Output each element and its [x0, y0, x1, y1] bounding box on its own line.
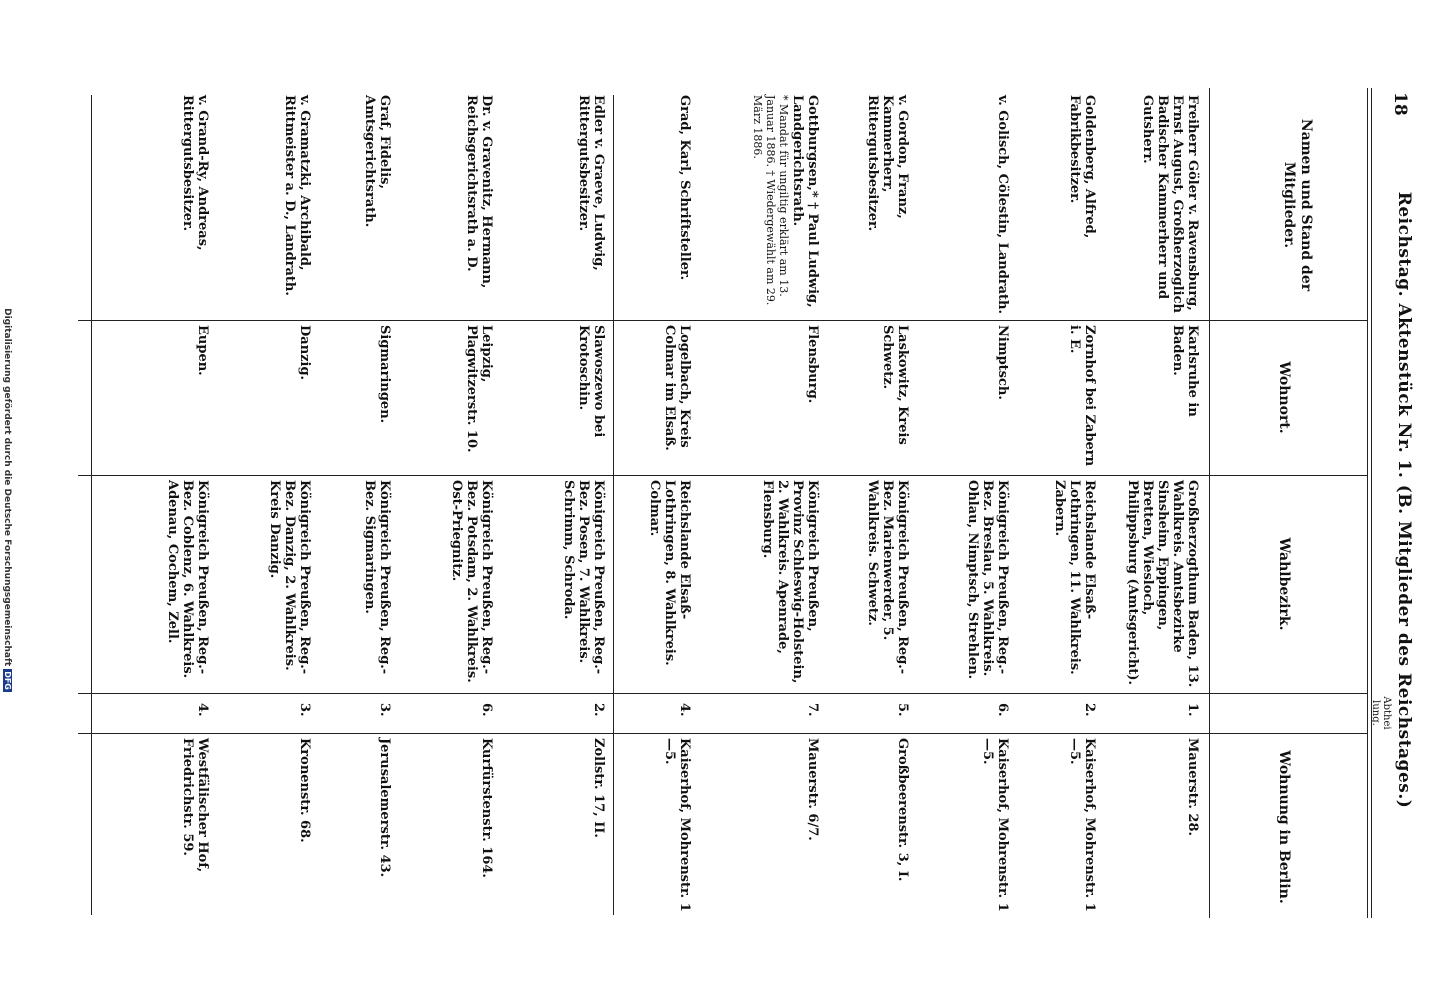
- footer-rule: [91, 95, 92, 915]
- member-name: Gottburgsen,* † Paul Ludwig, Landgerichtsrath.: [790, 95, 820, 308]
- member-berlin: Zollstr. 17, II.: [591, 738, 606, 838]
- member-abtheilung: 2.: [591, 703, 606, 717]
- member-wahlbezirk: Reichslande Elsaß-Lothringen, 8. Wahlkreis. Colmar.: [647, 480, 692, 666]
- member-berlin: Kaiserhof, Mohrenstr. 1—5.: [980, 738, 1010, 912]
- column-head-name: Namen und Stand der Mitglieder.: [1281, 118, 1314, 292]
- dfg-logo: DFG: [3, 671, 12, 690]
- member-wahlbezirk: Königreich Preußen, Reg.-Bez. Posen, 7. Wahlkreis. Schrimm, Schroda.: [561, 480, 606, 675]
- member-wohnort: Leipzig, Plagwitzerstr. 10.: [464, 325, 494, 453]
- member-wohnort: Nimptsch.: [995, 325, 1010, 400]
- column-divider: [78, 733, 1368, 734]
- member-berlin: Jerusalemerstr. 43.: [377, 738, 392, 878]
- member-wahlbezirk: Königreich Preußen, Reg.-Bez. Sigmaringen.: [362, 480, 392, 675]
- member-abtheilung: 6.: [479, 703, 494, 717]
- member-wohnort: Slawoszewo bei Krotoschin.: [576, 325, 606, 438]
- header-rule-double: [1367, 88, 1368, 918]
- member-wohnort: Eupen.: [195, 325, 210, 376]
- member-abtheilung: 2.: [1082, 703, 1097, 717]
- page-header: Reichstag. Aktenstück Nr. 1. (B. Mitglieder des Reichstages.): [1394, 191, 1414, 809]
- member-wahlbezirk: Königreich Preußen, Reg.-Bez. Breslau, 5. Wahlkreis. Ohlau, Nimptsch, Strehlen.: [965, 480, 1010, 680]
- member-wahlbezirk: Königreich Preußen, Reg.-Bez. Danzig, 2. Wahlkreis. Kreis Danzig.: [267, 480, 312, 675]
- member-abtheilung: 7.: [805, 703, 820, 717]
- member-wohnort: Danzig.: [297, 325, 312, 381]
- member-berlin: Westfälischer Hof, Friedrichstr. 59.: [180, 738, 210, 873]
- member-abtheilung: 6.: [995, 703, 1010, 717]
- member-wahlbezirk: Königreich Preußen, Reg.-Bez. Marienwerder, 5. Wahlkreis. Schwetz.: [865, 480, 910, 675]
- column-divider: [78, 320, 1368, 321]
- credit-text: Digitalisierung gefördert durch die Deutsche Forschungsgemeinschaft: [2, 308, 12, 667]
- digitization-credit: [2, 0, 12, 1000]
- member-name: Grad, Karl, Schriftsteller.: [677, 95, 692, 281]
- member-wahlbezirk: Reichslande Elsaß-Lothringen, 11. Wahlkreis. Zabern.: [1052, 480, 1097, 675]
- member-name-block: [751, 95, 820, 315]
- member-name: Graf, Fidelis, Amtsgerichtsrath.: [362, 95, 392, 228]
- member-abtheilung: 4.: [677, 703, 692, 717]
- member-abtheilung: 3.: [297, 703, 312, 717]
- member-wahlbezirk: Königreich Preußen, Reg.-Bez. Potsdam, 2. Wahlkreis. Ost-Priegnitz.: [449, 480, 494, 683]
- member-berlin: Kronenstr. 68.: [297, 738, 312, 843]
- member-berlin: Großbeerenstr. 3, I.: [895, 738, 910, 882]
- member-name: v. Gramatzki, Archibald, Rittmeister a. D., Landrath.: [282, 95, 312, 296]
- member-berlin: Mauerstr. 28.: [1185, 738, 1200, 837]
- member-wohnort: Sigmaringen.: [377, 325, 392, 424]
- member-name: Freiherr Göler v. Ravensburg, Ernst August, Großherzoglich Badischer Kammerherr und Gutsherr.: [1140, 95, 1200, 313]
- member-abtheilung: 1.: [1185, 703, 1200, 717]
- member-wohnort: Flensburg.: [805, 325, 820, 404]
- member-name: v. Gordon, Franz, Kammerherr, Rittergutsbesitzer.: [865, 95, 910, 232]
- member-berlin: Mauerstr. 6/7.: [805, 738, 820, 841]
- page-number: 18: [1390, 92, 1410, 116]
- column-divider: [78, 693, 1368, 694]
- member-wahlbezirk: Großherzogthum Baden, 13. Wahlkreis. Amtsbezirke Sinsheim, Eppingen, Bretten, Wiesloch, Philippsburg (Amtsgericht).: [1125, 480, 1200, 688]
- member-wohnort: Logelbach, Kreis Colmar im Elsaß.: [662, 325, 692, 451]
- member-wahlbezirk: Königreich Preußen, Reg.-Bez. Coblenz, 6. Wahlkreis. Adenau, Cochem, Zell.: [165, 480, 210, 679]
- column-head-berlin: Wohnung in Berlin.: [1276, 750, 1292, 904]
- member-abtheilung: 5.: [895, 703, 910, 717]
- member-wahlbezirk: Königreich Preußen, Provinz Schleswig-Holstein, 2. Wahlkreis. Apenrade, Flensburg.: [760, 480, 820, 684]
- member-wohnort: Zornhof bei Zabern i. E.: [1067, 325, 1097, 467]
- member-wohnort: Laskowitz, Kreis Schwetz.: [880, 325, 910, 445]
- member-wohnort: Karlsruhe in Baden.: [1170, 325, 1200, 417]
- column-head-abtheilung: Abtheilung.: [1370, 696, 1392, 730]
- member-berlin: Kaiserhof, Mohrenstr. 1—5.: [1067, 738, 1097, 912]
- member-name: Edler v. Graeve, Ludwig, Rittergutsbesitzer.: [576, 95, 606, 271]
- member-abtheilung: 3.: [377, 703, 392, 717]
- member-berlin: Kurfürstenstr. 164.: [479, 738, 494, 878]
- member-name: v. Golisch, Cölestin, Landrath.: [995, 95, 1010, 315]
- header-rule: [1371, 88, 1372, 918]
- column-divider: [78, 475, 1368, 476]
- column-head-rule: [1209, 88, 1210, 918]
- member-footnote: * Mandat für ungiltig erklärt am 13. Januar 1886. † Wiedergewählt am 29. März 1886.: [751, 95, 790, 306]
- member-berlin: Kaiserhof, Mohrenstr. 1—5.: [662, 738, 692, 912]
- column-head-wohnort: Wohnort.: [1276, 361, 1292, 434]
- member-abtheilung: 4.: [195, 703, 210, 717]
- member-name: Goldenberg, Alfred, Fabrikbesitzer.: [1067, 95, 1097, 239]
- column-head-wahlbezirk: Wahlbezirk.: [1276, 537, 1292, 631]
- member-name: v. Grand-Ry, Andreas, Rittergutsbesitzer.: [180, 95, 210, 251]
- section-rule: [613, 95, 614, 915]
- member-name: Dr. v. Gravenitz, Hermann, Reichsgerichtsrath a. D.: [464, 95, 494, 289]
